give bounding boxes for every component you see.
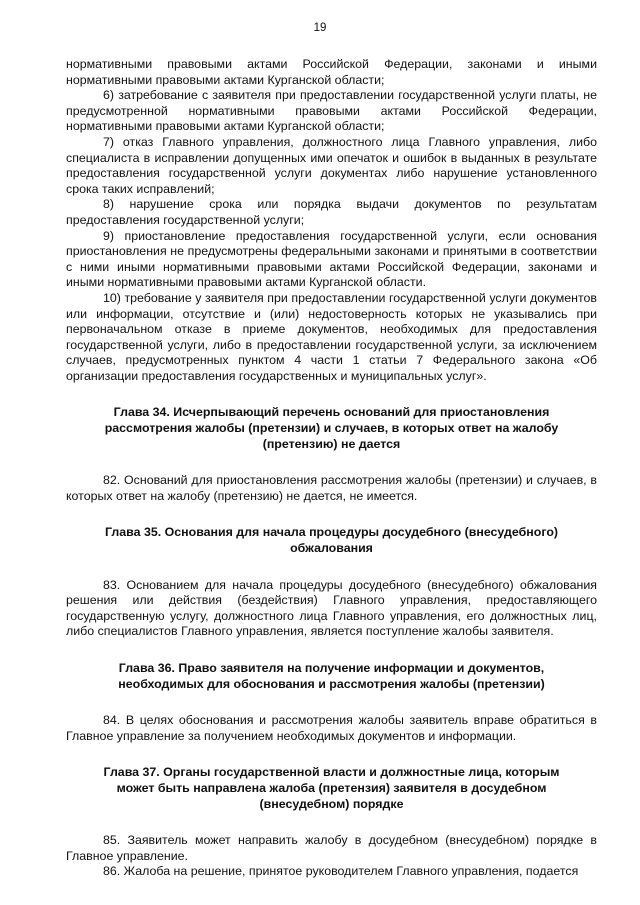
- paragraph-86: 86. Жалоба на решение, принятое руководителем Главного управления, подается: [103, 864, 579, 879]
- document-body: [66, 57, 597, 880]
- paragraph-85: 85. Заявитель может направить жалобу в досудебном (внесудебном) порядке в Главное управление.: [66, 833, 597, 863]
- list-item-10: 10) требование у заявителя при предоставлении государственной услуги документов или информации, отсутствие и (или) недостоверность которых не указывались при первоначальном отказе в приеме документов, необходимых для предоставления государственной услуги, либо в предоставлении государственной услуги, за исключением случаев, предусмотренных пунктом 4 части 1 статьи 7 Федерального закона «Об организации предоставления государственных и муниципальных услуг».: [66, 290, 597, 383]
- paragraph-84: 84. В целях обоснования и рассмотрения жалобы заявитель вправе обратиться в Главное управление за получением необходимых документов и информации.: [66, 713, 597, 743]
- paragraph: нормативными правовыми актами Российской Федерации, законами и иными нормативными правовыми актами Курганской области;: [66, 57, 597, 87]
- chapter-35-heading: Глава 35. Основания для начала процедуры досудебного (внесудебного) обжалования: [104, 525, 559, 556]
- list-item-7: 7) отказ Главного управления, должностного лица Главного управления, либо специалиста в исправлении допущенных ими опечаток и ошибок в выданных в результате предоставления государственной услуги документах либо нарушение установленного срока таких исправлений;: [66, 134, 597, 196]
- list-item-6: 6) затребование с заявителя при предоставлении государственной услуги платы, не предусмотренной нормативными правовыми актами Российской Федерации, нормативными правовыми актами Курганской области;: [66, 88, 597, 134]
- chapter-34-heading: Глава 34. Исчерпывающий перечень оснований для приостановления рассмотрения жалобы (претензии) и случаев, в которых ответ на жалобу (претензию) не дается: [104, 405, 559, 451]
- page-number: 19: [313, 22, 327, 34]
- chapter-37-heading: Глава 37. Органы государственной власти и должностные лица, которым может быть направлена жалоба (претензия) заявителя в досудебном (внесудебном) порядке: [103, 765, 560, 811]
- paragraph-82: 82. Оснований для приостановления рассмотрения жалобы (претензии) и случаев, в которых ответ на жалобу (претензию) не дается, не имеется.: [66, 473, 597, 503]
- list-item-8: 8) нарушение срока или порядка выдачи документов по результатам предоставления государственной услуги;: [66, 197, 597, 227]
- chapter-36-heading: Глава 36. Право заявителя на получение информации и документов, необходимых для обоснования и рассмотрения жалобы (претензии): [118, 661, 545, 691]
- paragraph-83: 83. Основанием для начала процедуры досудебного (внесудебного) обжалования решения или действия (бездействия) Главного управления, предоставляющего государственную услугу, должностного лица Главного управления, его должностных лиц, либо специалистов Главного управления, является поступление жалобы заявителя.: [66, 577, 597, 639]
- list-item-9: 9) приостановление предоставления государственной услуги, если основания приостановления не предусмотрены федеральными законами и принятыми в соответствии с ними иными нормативными правовыми актами Российской Федерации, законами и иными нормативными правовыми актами Курганской области.: [66, 228, 597, 290]
